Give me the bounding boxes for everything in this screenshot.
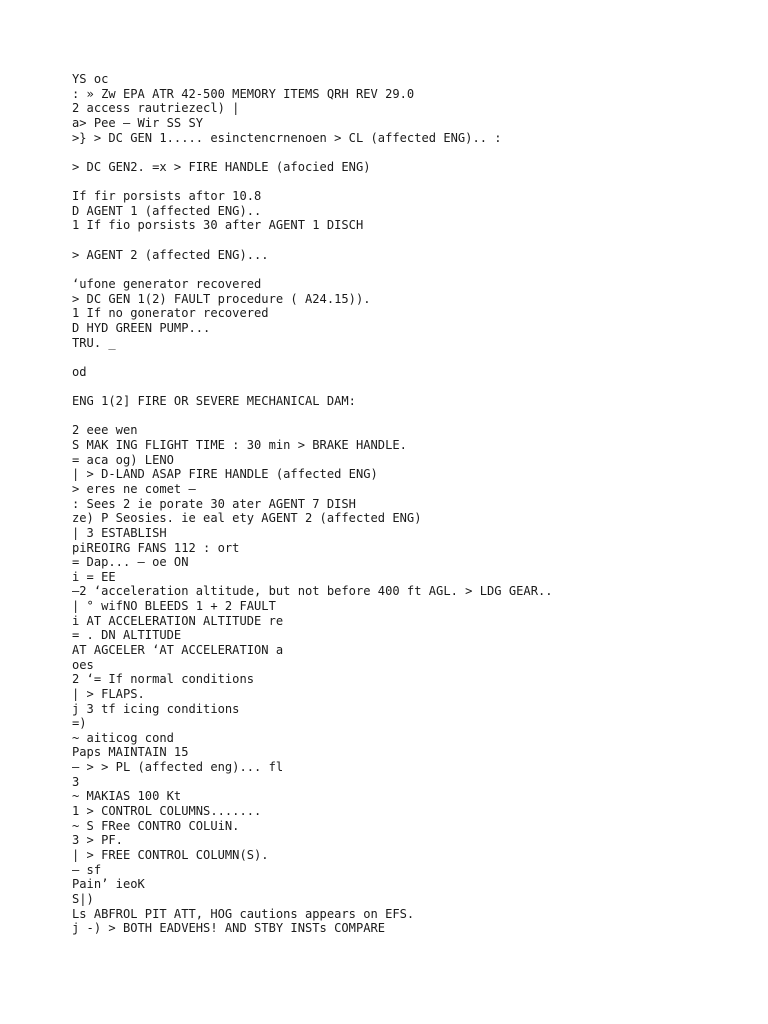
blank-line: [72, 262, 752, 277]
document-text: [72, 72, 752, 936]
text-line: Ls ABFROL PIT ATT, HOG cautions appears on EFS.: [72, 906, 415, 921]
text-line: D AGENT 1 (affected ENG)..: [72, 203, 262, 218]
text-line: ~ MAKIAS 100 Kt: [72, 789, 182, 804]
text-line: > eres ne comet —: [72, 481, 196, 496]
text-line: ~ S FRee CONTRO COLUiN.: [72, 818, 240, 833]
text-line: YS oc: [72, 72, 109, 86]
blank-line: [72, 174, 752, 189]
text-line: D HYD GREEN PUMP...: [72, 320, 211, 335]
text-line: — sf: [72, 862, 102, 877]
text-line: S MAK ING FLIGHT TIME : 30 min > BRAKE HANDLE.: [72, 438, 407, 453]
text-line: oes: [72, 657, 94, 672]
blank-line: [72, 350, 752, 365]
text-line: =): [72, 716, 87, 731]
text-line: > DC GEN 1(2) FAULT procedure ( A24.15)).: [72, 291, 371, 306]
blank-line: [72, 145, 752, 160]
text-line: = . DN ALTITUDE: [72, 628, 182, 643]
text-line: 3 > PF.: [72, 833, 123, 848]
text-line: 1 If fio porsists 30 after AGENT 1 DISCH: [72, 218, 364, 233]
text-line: 1 > CONTROL COLUMNS.......: [72, 804, 262, 819]
text-line: = Dap... — oe ON: [72, 555, 189, 570]
text-line: : » Zw EPA ATR 42-500 MEMORY ITEMS QRH REV 29.0: [72, 86, 415, 101]
text-line: > AGENT 2 (affected ENG)...: [72, 247, 269, 262]
text-line: : Sees 2 ie porate 30 ater AGENT 7 DISH: [72, 496, 356, 511]
text-line: i AT ACCELERATION ALTITUDE re: [72, 613, 284, 628]
text-line: — > > PL (affected eng)... fl: [72, 760, 284, 775]
text-line: 2 access rautriezecl) |: [72, 101, 240, 116]
text-line: | > FLAPS.: [72, 686, 145, 701]
text-line: Pain’ ieoK: [72, 877, 145, 892]
blank-line: [72, 379, 752, 394]
text-line: If fir porsists aftor 10.8: [72, 189, 262, 204]
text-line: Paps MAINTAIN 15: [72, 745, 189, 760]
text-line: ze) P Seosies. ie eal ety AGENT 2 (affected ENG): [72, 511, 422, 526]
text-line: AT AGCELER ‘AT ACCELERATION a: [72, 642, 284, 657]
text-line: 3: [72, 774, 80, 789]
text-line: —2 ‘acceleration altitude, but not before 400 ft AGL. > LDG GEAR..: [72, 584, 553, 599]
text-line: > DC GEN2. =x > FIRE HANDLE (afocied ENG): [72, 159, 371, 174]
text-line: j -) > BOTH EADVEHS! AND STBY INSTs COMPARE: [72, 921, 386, 936]
text-line: TRU. _: [72, 335, 116, 350]
blank-line: [72, 409, 752, 424]
text-line: ~ aiticog cond: [72, 730, 174, 745]
text-line: i = EE: [72, 569, 116, 584]
text-line: ENG 1(2] FIRE OR SEVERE MECHANICAL DAM:: [72, 394, 356, 409]
text-line: piREOIRG FANS 112 : ort: [72, 540, 240, 555]
text-line: | > D-LAND ASAP FIRE HANDLE (affected ENG): [72, 467, 378, 482]
text-line: ‘ufone generator recovered: [72, 276, 262, 291]
text-line: j 3 tf icing conditions: [72, 701, 240, 716]
text-line: >} > DC GEN 1..... esinctencrnenoen > CL (affected ENG).. :: [72, 130, 502, 145]
text-line: od: [72, 364, 87, 379]
text-line: | ° wifNO BLEEDS 1 + 2 FAULT: [72, 599, 276, 614]
text-line: a> Pee — Wir SS SY: [72, 115, 204, 130]
text-line: S|): [72, 891, 94, 906]
blank-line: [72, 233, 752, 248]
text-line: | 3 ESTABLISH: [72, 525, 167, 540]
text-line: = aca og) LENO: [72, 452, 174, 467]
text-line: 1 If no gonerator recovered: [72, 306, 269, 321]
text-line: | > FREE CONTROL COLUMN(S).: [72, 847, 269, 862]
text-line: 2 ‘= If normal conditions: [72, 672, 255, 687]
text-line: 2 eee wen: [72, 423, 138, 438]
